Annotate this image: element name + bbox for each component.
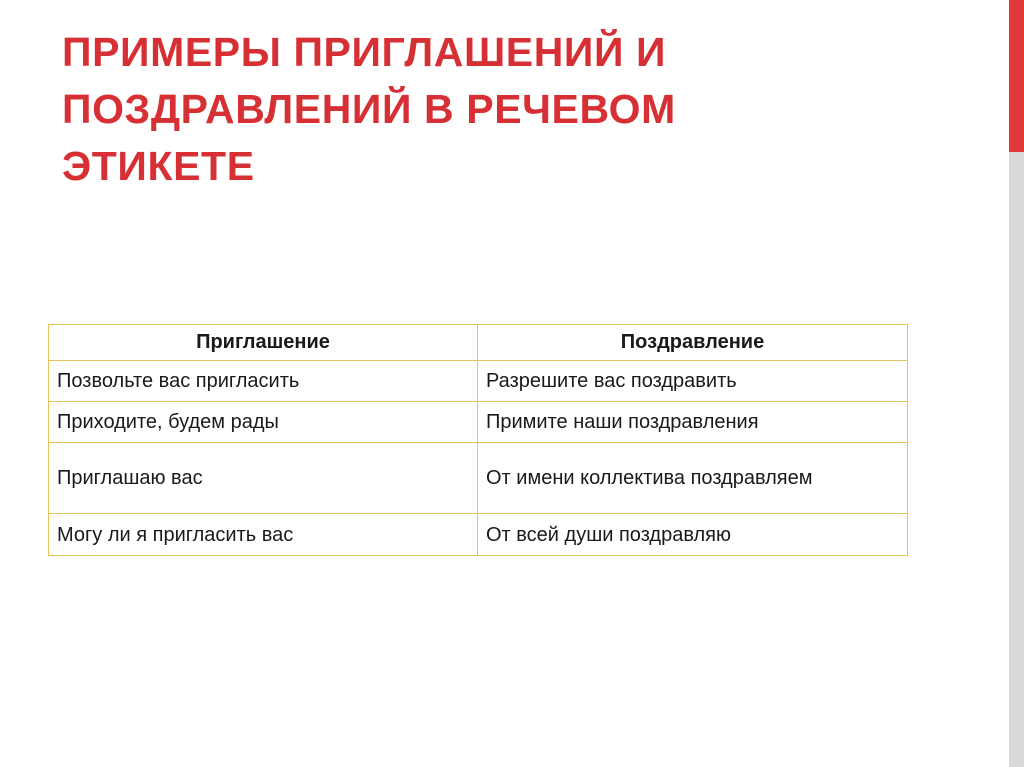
- etiquette-table: [48, 324, 908, 556]
- header-congratulation: Поздравление: [478, 325, 908, 361]
- table-cell: Могу ли я пригласить вас: [49, 514, 478, 556]
- table-cell: Приходите, будем рады: [49, 402, 478, 443]
- table-cell: Позвольте вас пригласить: [49, 361, 478, 402]
- title-line-3: ЭТИКЕТЕ: [62, 143, 255, 189]
- table-row: [49, 361, 908, 402]
- table-row: [49, 514, 908, 556]
- slide-title: [62, 24, 962, 195]
- table-row: [49, 443, 908, 514]
- table-cell: Разрешите вас поздравить: [478, 361, 908, 402]
- table-cell: Приглашаю вас: [49, 443, 478, 514]
- table-cell: Примите наши поздравления: [478, 402, 908, 443]
- header-invitation: Приглашение: [49, 325, 478, 361]
- table-cell: От всей души поздравляю: [478, 514, 908, 556]
- table-header-row: [49, 325, 908, 361]
- table-row: [49, 402, 908, 443]
- table-cell: От имени коллектива поздравляем: [478, 443, 908, 514]
- title-line-2: ПОЗДРАВЛЕНИЙ В РЕЧЕВОМ: [62, 86, 676, 132]
- title-line-1: ПРИМЕРЫ ПРИГЛАШЕНИЙ И: [62, 29, 667, 75]
- accent-bar: [1009, 0, 1024, 152]
